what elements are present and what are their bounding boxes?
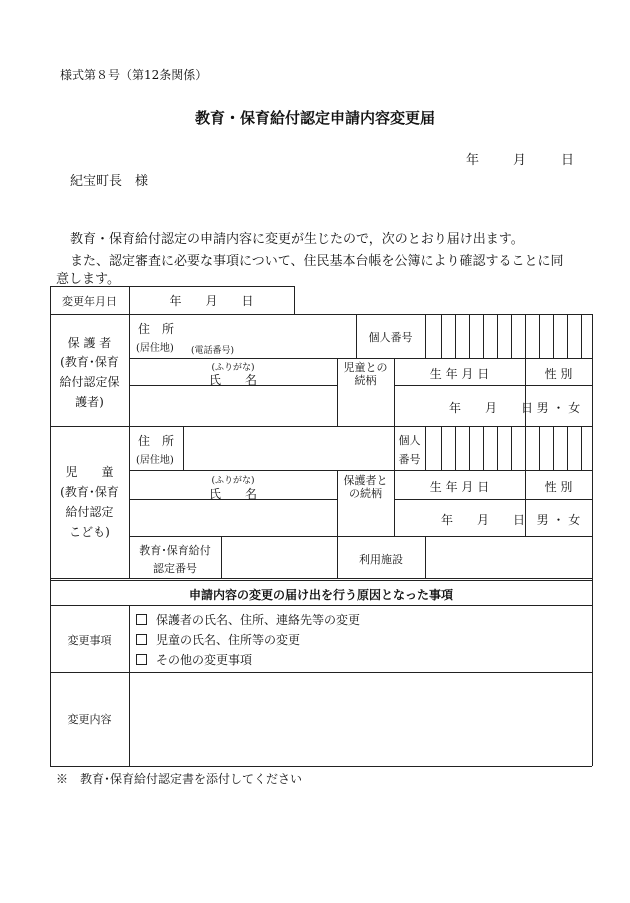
page-title: 教育・保育給付認定申請内容変更届 bbox=[194, 109, 435, 127]
date-year-label: 年 bbox=[466, 153, 480, 168]
option-2-label: 児童の氏名、住所等の変更 bbox=[156, 633, 301, 647]
guardian-phone-label: (電話番号) bbox=[191, 346, 235, 356]
child-label: 児 童 bbox=[65, 465, 114, 479]
option-3-checkbox[interactable] bbox=[136, 654, 147, 665]
change-content-field[interactable] bbox=[130, 673, 591, 765]
guardian-birthdate-value[interactable]: 年 月 日 bbox=[449, 401, 534, 415]
guardian-label: 保 護 者 bbox=[67, 336, 112, 350]
form-number: 様式第８号（第12条関係） bbox=[60, 68, 208, 82]
child-address-label: 住 所 bbox=[138, 434, 175, 448]
guardian-relation-label-2: 続柄 bbox=[354, 374, 377, 387]
child-gender-value[interactable]: 男 ・ 女 bbox=[536, 513, 581, 527]
intro-line-2: また、認定審査に必要な事項について、住民基本台帳を公簿により確認することに同 bbox=[70, 254, 564, 269]
footnote: ※ 教育･保育給付認定書を添付してください bbox=[56, 772, 303, 786]
guardian-label-sub-1: (教育･保育 bbox=[60, 355, 119, 369]
child-name-label: 氏 名 bbox=[208, 487, 257, 501]
guardian-gender-value[interactable]: 男 ・ 女 bbox=[536, 401, 581, 415]
date-month-label: 月 bbox=[513, 153, 527, 168]
guardian-furigana-label: (ふりがな) bbox=[211, 363, 255, 373]
change-content-label: 変更内容 bbox=[67, 713, 112, 726]
change-items-label: 変更事項 bbox=[67, 634, 112, 647]
guardian-label-sub-2: 給付認定保 bbox=[59, 375, 120, 389]
child-furigana-label: (ふりがな) bbox=[211, 476, 255, 486]
facility-label: 利用施設 bbox=[359, 553, 403, 566]
child-relation-label: 保護者と bbox=[343, 474, 388, 487]
option-1-checkbox[interactable] bbox=[136, 614, 147, 625]
child-personal-number-label-2: 番号 bbox=[398, 453, 421, 466]
change-date-label: 変更年月日 bbox=[62, 295, 117, 308]
cert-number-label-2: 認定番号 bbox=[153, 562, 197, 575]
guardian-birthdate-label: 生 年 月 日 bbox=[429, 367, 490, 381]
child-label-sub-1: (教育･保育 bbox=[60, 485, 119, 499]
option-1-label: 保護者の氏名、住所、連絡先等の変更 bbox=[156, 613, 361, 627]
guardian-name-label: 氏 名 bbox=[208, 373, 257, 387]
guardian-address-sub-label: (居住地) bbox=[136, 343, 174, 354]
guardian-address-label: 住 所 bbox=[138, 322, 175, 336]
date-day-label: 日 bbox=[561, 153, 575, 168]
guardian-gender-label: 性 別 bbox=[544, 367, 573, 381]
child-personal-number-label: 個人 bbox=[398, 434, 421, 447]
child-birthdate-label: 生 年 月 日 bbox=[429, 480, 490, 494]
guardian-label-sub-3: 護者) bbox=[75, 395, 104, 409]
addressee: 紀宝町長 様 bbox=[70, 174, 149, 189]
option-2-checkbox[interactable] bbox=[136, 634, 147, 645]
guardian-personal-number-label: 個人番号 bbox=[368, 331, 413, 344]
intro-line-1: 教育・保育給付認定の申請内容に変更が生じたので，次のとおり届け出ます。 bbox=[70, 232, 524, 247]
child-relation-label-2: の続柄 bbox=[349, 487, 382, 500]
child-label-sub-3: こども) bbox=[69, 525, 110, 539]
intro-line-3: 意します。 bbox=[56, 272, 120, 287]
child-gender-label: 性 別 bbox=[544, 480, 573, 494]
child-address-sub-label: (居住地) bbox=[136, 455, 174, 466]
option-3-label: その他の変更事項 bbox=[156, 653, 253, 667]
guardian-relation-label: 児童との bbox=[343, 361, 388, 374]
reason-heading: 申請内容の変更の届け出を行う原因となった事項 bbox=[188, 588, 453, 602]
cert-number-label: 教育･保育給付 bbox=[139, 544, 211, 557]
child-birthdate-value[interactable]: 年 月 日 bbox=[441, 513, 526, 527]
child-label-sub-2: 給付認定 bbox=[65, 505, 114, 519]
change-date-value[interactable]: 年 月 日 bbox=[169, 294, 254, 308]
